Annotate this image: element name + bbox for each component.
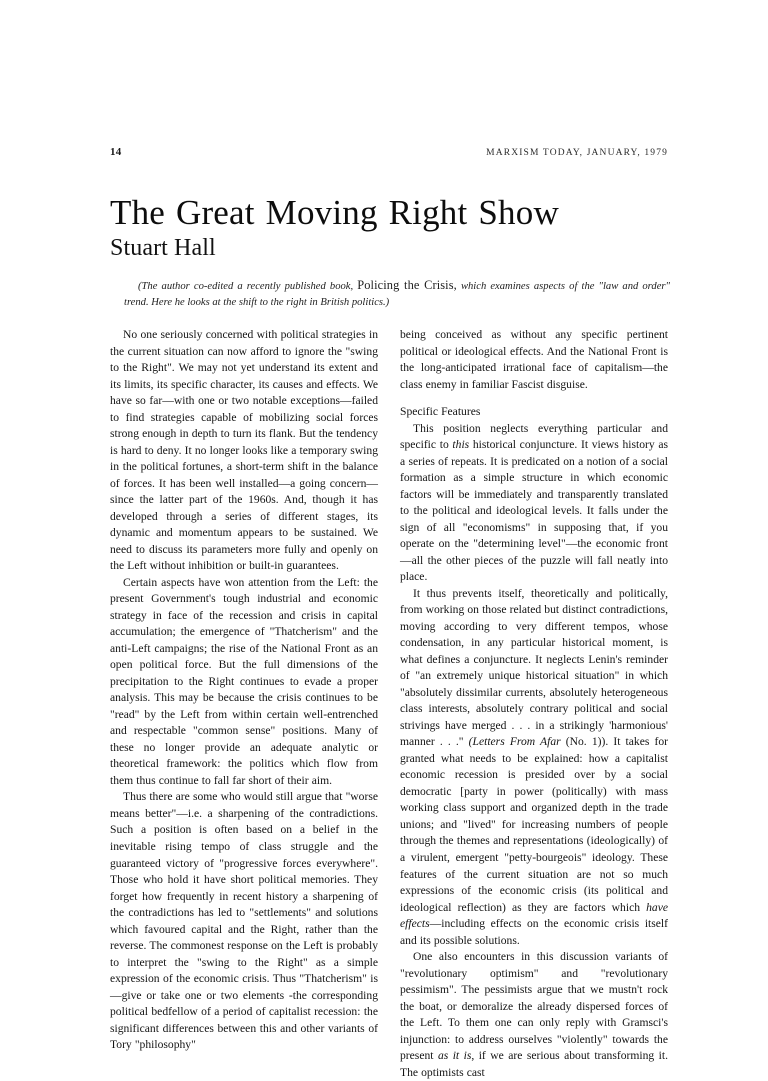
column-left	[110, 327, 378, 1052]
paragraph	[400, 586, 668, 949]
column-right	[400, 327, 669, 1079]
paragraph-text: One also encounters in this discussion variants of "revolutionary optimism" and "revolutionary pessimism". The pessimists argue that we mustn't rock the boat, or demoralize the already dispersed forces of the Left. To them one can only reply with Gramsci's injunction: to address ourselves "violently" towards the present	[400, 950, 668, 1063]
standfirst-part-two: which examines aspects of the "law and order" trend. Here he looks at the shift to the right in British politics.)	[124, 281, 670, 309]
journal-issue-line: MARXISM TODAY, JANUARY, 1979	[486, 148, 668, 158]
citation-number: (No. 1))	[560, 735, 606, 749]
emphasis-have-effects: have effects	[400, 900, 668, 931]
standfirst-part-one: (The author co-edited a recently published book,	[138, 281, 354, 292]
paragraph: No one seriously concerned with political strategies in the current situation can now afford to ignore the "swing to the Right". We may not yet understand its extent and its limits, its specific character, its causes and effects. We have so far—with one or two notable exceptions—failed to find strategies capable of mobilizing social forces strong enough in depth to turn its flank. But the tendency is hard to deny. It no longer looks like a temporary swing in the political fortunes, a short-term shift in the balance of forces. It has been well installed—a going concern—since the latter part of the 1960s. And, though it has developed through a series of different stages, its dynamic and momentum appears to be sustained. We need to discuss its parameters more fully and openly on the Left without inhibition or built-in guarantees.	[110, 328, 378, 573]
body-columns	[110, 327, 669, 1079]
section-subheading: Specific Features	[400, 405, 481, 419]
paragraph-text: It thus prevents itself, theoretically and politically, from working on those related but distinct contradictions, moving according to very different tempos, whose condensation, in any particular historical moment, is what defines a conjuncture. It neglects Lenin's reminder of "an extremely unique historical situation" in which "absolutely dissimilar currents, absolutely heterogeneous class interests, absolutely contrary political and social strivings have merged . . . in a strikingly 'harmonious' manner . . ."	[400, 586, 668, 749]
page-number: 14	[110, 146, 122, 158]
emphasis-as-it-is: as it is	[437, 1049, 472, 1063]
article-author: Stuart Hall	[110, 235, 216, 262]
standfirst-book-title: Policing the Crisis,	[357, 278, 457, 292]
paragraph-text: This position neglects everything particular and specific to	[400, 421, 668, 452]
paragraph-text: —including effects on the economic crisis itself and its possible solutions.	[400, 917, 668, 947]
paragraph	[400, 421, 668, 586]
paragraph-text: , if we are serious about transforming it. The optimists cast	[400, 1049, 669, 1079]
running-head	[110, 146, 668, 166]
emphasis-this: this	[452, 438, 470, 452]
paragraph-text: historical conjuncture. It views history as a series of repeats. It is predicated on a notion of a social formation as a simple structure in which economic factors will be immediately and transparently translated to the political and ideological levels. It falls under the sign of all "economisms" in supposing that, if you operate on the "determining level"—the economic front—all the other pieces of the puzzle will fall neatly into place.	[400, 438, 668, 584]
paragraph: Certain aspects have won attention from the Left: the present Government's tough industrial and economic strategy in face of the recession and crisis in capital accumulation; the emergence of "Thatcherism" and the anti-Left campaigns; the rise of the National Front as an open political force. But the full dimensions of the precipitation to the Right continues to evade a proper analysis. This may be because the crisis continues to be "read" by the Left from within certain well-entrenched and respectable "common sense" positions. Many of these no longer provide an adequate analytic or theoretical framework: the politics which flow from them thus continue to fall far short of their aim.	[110, 575, 378, 787]
paragraph	[400, 949, 668, 1081]
citation-title: (Letters From Afar	[468, 735, 561, 749]
paragraph-text: . It takes for granted what needs to be explained: how a capitalist economic recession is presided over by a social democratic [party in power (politically) with mass working class support and organized depth in the trade unions; and "lived" for increasing numbers of people through the themes and representations (ideologically) of a virulent, emergent "petty-bourgeois" ideology. These features of the current situation are not so much expressions of the economic crisis (its political and ideological reflection) as they are factors which	[400, 735, 668, 914]
paragraph: Thus there are some who would still argue that "worse means better"—i.e. a sharpening of the contradictions. Such a position is often based on a belief in the inevitable rising tempo of class struggle and the guaranteed victory of "progressive forces everywhere". Those who hold it have short political memories. They forget how frequently in recent history a sharpening of the contradictions has led to "settlements" and solutions which favoured capital and the Right, rather than the reverse. The commonest response on the Left is probably to interpret the "swing to the Right" as a simple expression of the economic crisis. Thus "Thatcherism" is—give or take one or two elements -the corresponding political bedfellow of a period of capitalist recession: the significant differences between this and other variants of Tory "philosophy"	[110, 790, 378, 1052]
paragraph-continuation: being conceived as without any specific pertinent political or ideological effects. And the National Front is the long-anticipated irrational face of capitalism—the class enemy in familiar Fascist disguise.	[400, 328, 668, 391]
article-title: The Great Moving Right Show	[110, 193, 559, 232]
title-block	[110, 194, 670, 261]
standfirst-blurb	[124, 276, 670, 311]
